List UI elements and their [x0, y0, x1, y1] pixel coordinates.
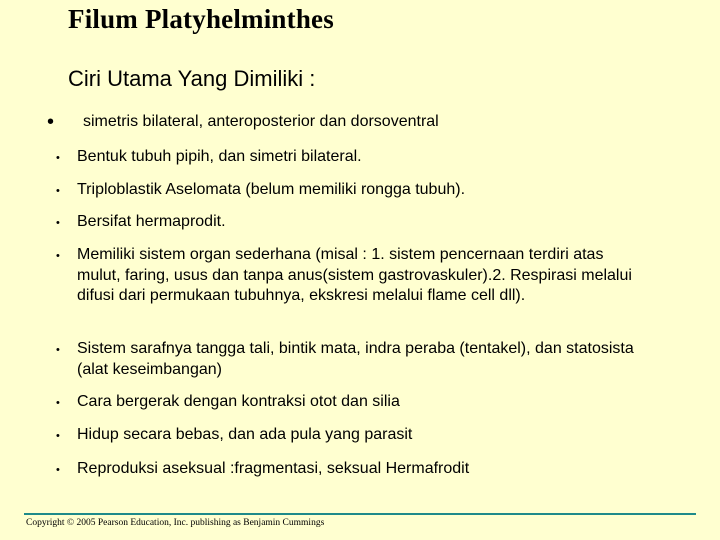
bullet-marker: •	[56, 344, 60, 356]
bullet-marker: •	[56, 397, 60, 409]
bullet-text: Reproduksi aseksual :fragmentasi, seksual Hermafrodit	[77, 460, 470, 477]
bullet-text: Bentuk tubuh pipih, dan simetri bilateral.	[77, 148, 362, 165]
bullet-marker: •	[56, 217, 60, 229]
bullet-text: Hidup secara bebas, dan ada pula yang parasit	[77, 426, 413, 443]
bullet-marker: •	[56, 430, 60, 442]
bullet-marker: •	[56, 250, 60, 262]
bullet-text: Sistem sarafnya tangga tali, bintik mata, indra peraba (tentakel), dan statosista (alat keseimbangan)	[77, 340, 634, 378]
bullet-marker: •	[56, 152, 60, 164]
bullet-marker: •	[56, 464, 60, 476]
footer-divider	[24, 513, 696, 515]
slide-title: Filum Platyhelminthes	[68, 4, 334, 34]
bullet-text: Triploblastik Aselomata (belum memiliki rongga tubuh).	[77, 181, 466, 198]
bullet-text: simetris bilateral, anteroposterior dan dorsoventral	[83, 113, 439, 130]
bullet-marker: •	[47, 111, 55, 133]
slide-subtitle: Ciri Utama Yang Dimiliki :	[68, 66, 316, 91]
bullet-text: Cara bergerak dengan kontraksi otot dan silia	[77, 393, 400, 410]
bullet-marker: •	[56, 185, 60, 197]
copyright-footer: Copyright © 2005 Pearson Education, Inc. publishing as Benjamin Cummings	[26, 518, 325, 528]
bullet-text: Memiliki sistem organ sederhana (misal : 1. sistem pencernaan terdiri atas mulut, faring, usus dan tanpa anus(sistem gastrovaskuler).2. Respirasi melalui difusi dari permukaan tubuhnya, ekskresi melalui flame cell dll).	[77, 246, 632, 304]
bullet-text: Bersifat hermaprodit.	[77, 213, 226, 230]
